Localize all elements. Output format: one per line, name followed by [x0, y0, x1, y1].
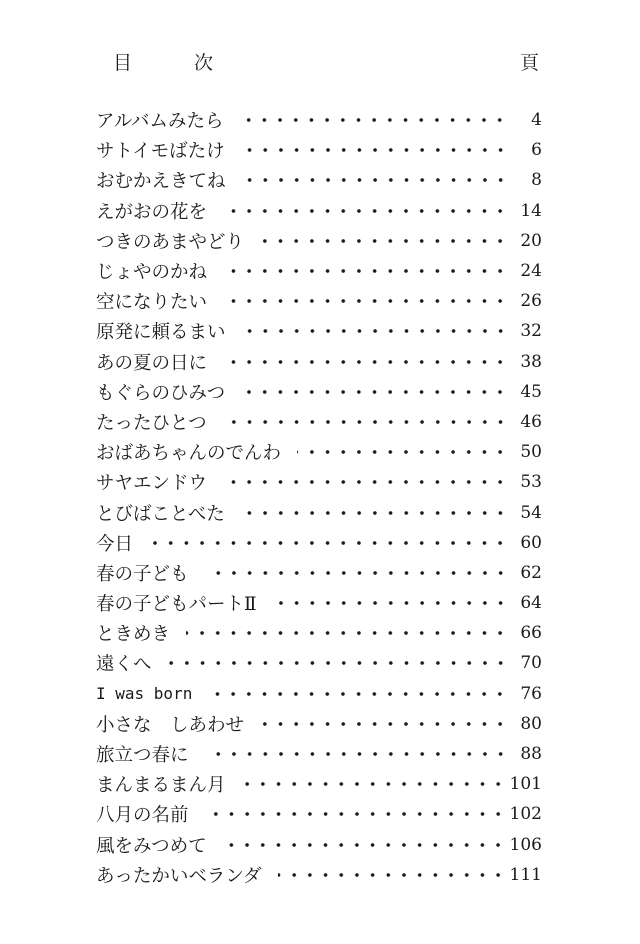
dot-leader [149, 541, 508, 545]
toc-entry-title: つきのあまやどり [96, 228, 254, 254]
toc-entry-page-number: 26 [520, 291, 542, 312]
toc-entry-title: サヤエンドウ [96, 469, 217, 495]
dot-leader [297, 450, 508, 454]
toc-entry [96, 769, 542, 799]
dot-leader [242, 329, 508, 333]
toc-entry-title: あの夏の日に [96, 349, 217, 375]
toc-entry-title: あったかいベランダ [96, 862, 272, 888]
dot-leader [208, 692, 508, 696]
toc-entry [96, 739, 542, 769]
dot-leader [242, 782, 506, 786]
toc-entry-page-number: 53 [520, 472, 542, 493]
dot-leader [223, 360, 508, 364]
toc-entry-title: じょやのかね [96, 258, 217, 284]
toc-entry-title: I was born [96, 684, 202, 703]
dot-leader [239, 118, 508, 122]
toc-entry [96, 558, 542, 588]
toc-entry-title: おばあちゃんのでんわ [96, 439, 291, 465]
toc-entry [96, 709, 542, 739]
toc-entry-title: もぐらのひみつ [96, 379, 235, 405]
toc-entry-title: 八月の名前 [96, 801, 199, 827]
dot-leader [205, 752, 508, 756]
dot-leader [241, 390, 508, 394]
toc-entry [96, 799, 542, 829]
toc-entry-title: 風をみつめて [96, 832, 217, 858]
toc-entry-page-number: 66 [520, 623, 542, 644]
toc-entry [96, 347, 542, 377]
toc-entry [96, 618, 542, 648]
toc-entry-title: まんまるまん月 [96, 771, 236, 797]
toc-entry-title: 原発に頼るまい [96, 318, 236, 344]
dot-leader [242, 178, 508, 182]
dot-leader [223, 420, 508, 424]
dot-leader [260, 722, 508, 726]
toc-entry-page-number: 102 [509, 804, 542, 825]
toc-entry [96, 196, 542, 226]
toc-entry-page-number: 38 [520, 351, 542, 372]
toc-entry-page-number: 32 [520, 321, 542, 342]
toc-entry [96, 497, 542, 527]
toc-entry [96, 286, 542, 316]
contents-heading: 目次 [113, 52, 276, 74]
page-column-heading: 頁 [520, 52, 540, 74]
toc-entry-title: 空になりたい [96, 288, 217, 314]
dot-leader [223, 269, 508, 273]
toc-entry [96, 316, 542, 346]
dot-leader [186, 631, 508, 635]
toc-entry-title: えがおの花を [96, 198, 217, 224]
toc-heading [0, 48, 640, 74]
toc-entry-title: 春の子ども [96, 560, 199, 586]
dot-leader [241, 148, 508, 152]
dot-leader [223, 299, 508, 303]
toc-entry-page-number: 111 [509, 864, 542, 885]
toc-entry-title: 小さな しあわせ [96, 711, 254, 737]
toc-entry-page-number: 8 [531, 170, 542, 191]
toc-entry-page-number: 60 [520, 532, 542, 553]
toc-entry-title: 遠くへ [96, 650, 162, 676]
toc-entry-title: たったひとつ [96, 409, 217, 435]
toc-entry-page-number: 88 [520, 744, 542, 765]
toc-entry-page-number: 20 [520, 230, 542, 251]
toc-entry [96, 105, 542, 135]
toc-entry [96, 226, 542, 256]
dot-leader [223, 843, 506, 847]
toc-entry-page-number: 24 [520, 261, 542, 282]
toc-entry [96, 830, 542, 860]
dot-leader [241, 511, 508, 515]
dot-leader [273, 601, 508, 605]
dot-leader [278, 873, 506, 877]
toc-entry-page-number: 70 [520, 653, 542, 674]
toc-entry-title: ときめき [96, 620, 180, 646]
toc-entry-title: おむかえきてね [96, 167, 236, 193]
toc-entry-page-number: 80 [520, 713, 542, 734]
toc-entry-title: とびばことべた [96, 500, 235, 526]
toc-entry [96, 679, 542, 709]
toc-entry [96, 135, 542, 165]
toc-entry-page-number: 4 [531, 110, 542, 131]
dot-leader [223, 209, 508, 213]
toc-entry [96, 407, 542, 437]
toc-entry [96, 860, 542, 890]
toc-entry [96, 648, 542, 678]
toc-entry-page-number: 106 [509, 834, 542, 855]
toc-entry-page-number: 62 [520, 562, 542, 583]
dot-leader [168, 661, 508, 665]
dot-leader [223, 480, 508, 484]
toc-entry [96, 467, 542, 497]
toc-entry-title: 旅立つ春に [96, 741, 199, 767]
toc-entry-page-number: 14 [520, 200, 542, 221]
toc-entry-page-number: 6 [531, 140, 542, 161]
toc-entry [96, 165, 542, 195]
toc-entry [96, 377, 542, 407]
toc-entry-page-number: 76 [520, 683, 542, 704]
dot-leader [205, 571, 508, 575]
toc-entry-page-number: 54 [520, 502, 542, 523]
toc-entry-page-number: 50 [520, 442, 542, 463]
toc-entry [96, 588, 542, 618]
toc-entry-page-number: 45 [520, 381, 542, 402]
toc-entry [96, 437, 542, 467]
dot-leader [260, 239, 508, 243]
toc-entry-page-number: 64 [520, 593, 542, 614]
table-of-contents [96, 105, 542, 890]
dot-leader [205, 812, 506, 816]
toc-entry-title: サトイモばたけ [96, 137, 235, 163]
toc-entry-title: 春の子どもパートⅡ [96, 590, 267, 616]
toc-entry [96, 256, 542, 286]
toc-entry-page-number: 46 [520, 411, 542, 432]
toc-entry-title: 今日 [96, 530, 143, 556]
toc-entry-title: アルバムみたら [96, 107, 233, 133]
toc-entry-page-number: 101 [509, 774, 542, 795]
toc-entry [96, 528, 542, 558]
